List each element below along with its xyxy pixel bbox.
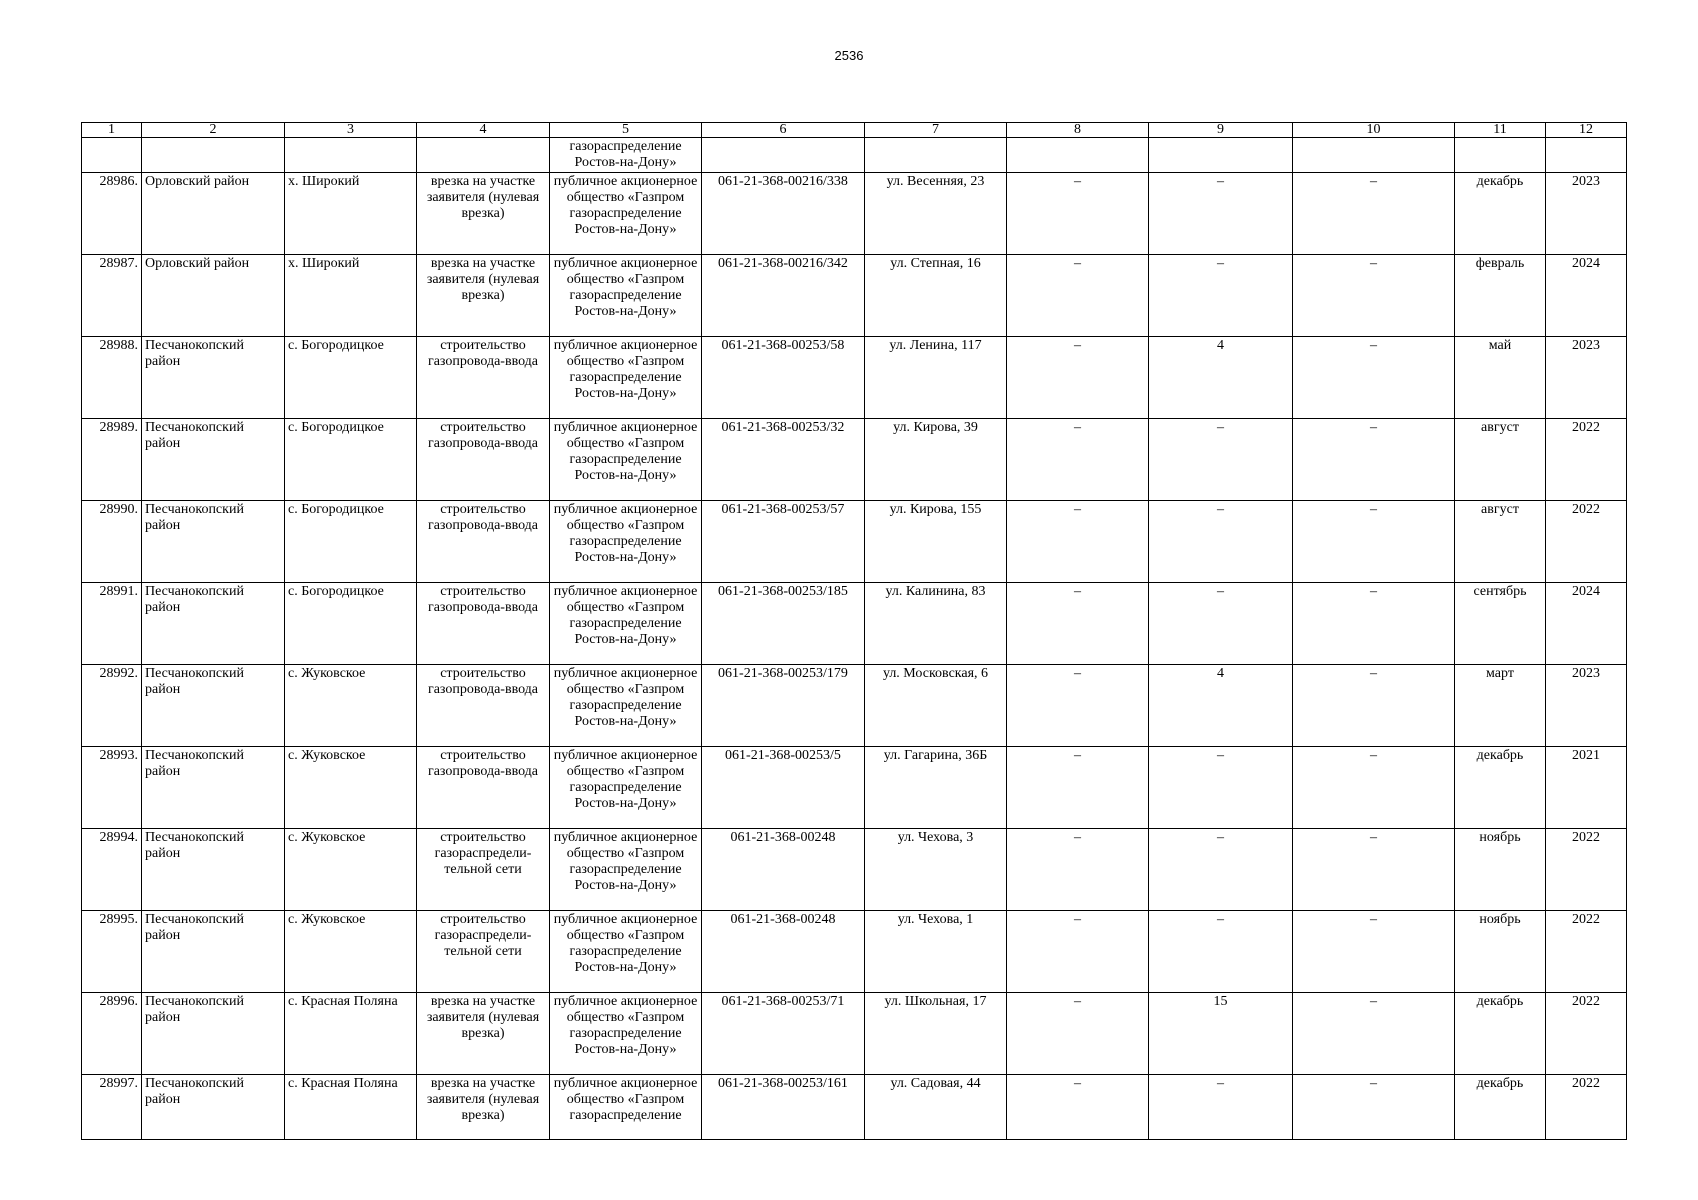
district-cell: Песчанокопский район <box>142 993 285 1075</box>
object-code-cell: 061-21-368-00253/161 <box>702 1075 865 1140</box>
object-code-cell: 061-21-368-00253/5 <box>702 747 865 829</box>
address-cell: ул. Весенняя, 23 <box>865 173 1007 255</box>
col-header: 2 <box>142 123 285 138</box>
work-type-cell: строительство газораспредели-тельной сети <box>417 829 550 911</box>
row-number: 28997. <box>82 1075 142 1140</box>
column-10-cell: – <box>1293 501 1455 583</box>
column-8-cell: – <box>1007 173 1149 255</box>
address-cell: ул. Калинина, 83 <box>865 583 1007 665</box>
object-code-cell: 061-21-368-00248 <box>702 911 865 993</box>
column-10-cell: – <box>1293 337 1455 419</box>
col-header: 10 <box>1293 123 1455 138</box>
column-9-cell: – <box>1149 173 1293 255</box>
month-cell: февраль <box>1455 255 1546 337</box>
settlement-cell: с. Красная Поляна <box>285 1075 417 1140</box>
column-8-cell: – <box>1007 1075 1149 1140</box>
column-8-cell: – <box>1007 829 1149 911</box>
year-cell: 2022 <box>1546 419 1627 501</box>
table-cell <box>285 138 417 173</box>
registry-table <box>81 122 1627 1140</box>
column-10-cell: – <box>1293 829 1455 911</box>
address-cell: ул. Чехова, 1 <box>865 911 1007 993</box>
table-cell <box>1546 138 1627 173</box>
object-code-cell: 061-21-368-00216/338 <box>702 173 865 255</box>
table-cell <box>1293 138 1455 173</box>
settlement-cell: с. Жуковское <box>285 665 417 747</box>
table-cell <box>1149 138 1293 173</box>
table-row <box>82 337 1627 419</box>
address-cell: ул. Школьная, 17 <box>865 993 1007 1075</box>
organization-cell: публичное акционерное общество «Газпром газораспределение Ростов-на-Дону» <box>550 255 702 337</box>
column-8-cell: – <box>1007 911 1149 993</box>
column-8-cell: – <box>1007 583 1149 665</box>
table-cell <box>1007 138 1149 173</box>
year-cell: 2024 <box>1546 255 1627 337</box>
address-cell: ул. Кирова, 155 <box>865 501 1007 583</box>
settlement-cell: с. Богородицкое <box>285 419 417 501</box>
district-cell: Песчанокопский район <box>142 747 285 829</box>
object-code-cell: 061-21-368-00248 <box>702 829 865 911</box>
month-cell: декабрь <box>1455 747 1546 829</box>
year-cell: 2023 <box>1546 665 1627 747</box>
column-10-cell: – <box>1293 419 1455 501</box>
work-type-cell: строительство газопровода-ввода <box>417 337 550 419</box>
organization-cell: публичное акционерное общество «Газпром газораспределение Ростов-на-Дону» <box>550 993 702 1075</box>
settlement-cell: с. Богородицкое <box>285 583 417 665</box>
organization-cell: публичное акционерное общество «Газпром газораспределение Ростов-на-Дону» <box>550 419 702 501</box>
column-8-cell: – <box>1007 665 1149 747</box>
column-10-cell: – <box>1293 255 1455 337</box>
month-cell: ноябрь <box>1455 829 1546 911</box>
table-row <box>82 501 1627 583</box>
address-cell: ул. Московская, 6 <box>865 665 1007 747</box>
settlement-cell: с. Красная Поляна <box>285 993 417 1075</box>
row-number: 28995. <box>82 911 142 993</box>
col-header: 9 <box>1149 123 1293 138</box>
settlement-cell: с. Богородицкое <box>285 337 417 419</box>
column-9-cell: – <box>1149 829 1293 911</box>
work-type-cell: врезка на участке заявителя (нулевая врезка) <box>417 993 550 1075</box>
table-cell <box>702 138 865 173</box>
table-cell <box>865 138 1007 173</box>
page-number: 2536 <box>834 48 864 63</box>
address-cell: ул. Садовая, 44 <box>865 1075 1007 1140</box>
object-code-cell: 061-21-368-00253/32 <box>702 419 865 501</box>
table-cell <box>142 138 285 173</box>
column-10-cell: – <box>1293 993 1455 1075</box>
table-row <box>82 665 1627 747</box>
address-cell: ул. Гагарина, 36Б <box>865 747 1007 829</box>
organization-cell: публичное акционерное общество «Газпром газораспределение Ростов-на-Дону» <box>550 583 702 665</box>
row-number: 28987. <box>82 255 142 337</box>
organization-cell: публичное акционерное общество «Газпром газораспределение Ростов-на-Дону» <box>550 829 702 911</box>
organization-cell: публичное акционерное общество «Газпром газораспределение Ростов-на-Дону» <box>550 665 702 747</box>
column-10-cell: – <box>1293 583 1455 665</box>
settlement-cell: с. Жуковское <box>285 829 417 911</box>
column-8-cell: – <box>1007 747 1149 829</box>
work-type-cell: строительство газопровода-ввода <box>417 665 550 747</box>
organization-cell: публичное акционерное общество «Газпром газораспределение Ростов-на-Дону» <box>550 911 702 993</box>
district-cell: Песчанокопский район <box>142 911 285 993</box>
col-header: 11 <box>1455 123 1546 138</box>
settlement-cell: х. Широкий <box>285 173 417 255</box>
table-row <box>82 747 1627 829</box>
work-type-cell: строительство газопровода-ввода <box>417 419 550 501</box>
work-type-cell: строительство газораспредели-тельной сети <box>417 911 550 993</box>
district-cell: Песчанокопский район <box>142 1075 285 1140</box>
column-9-cell: – <box>1149 911 1293 993</box>
month-cell: март <box>1455 665 1546 747</box>
row-number: 28993. <box>82 747 142 829</box>
column-8-cell: – <box>1007 255 1149 337</box>
column-9-cell: 15 <box>1149 993 1293 1075</box>
organization-cell: публичное акционерное общество «Газпром газораспределение Ростов-на-Дону» <box>550 747 702 829</box>
object-code-cell: 061-21-368-00253/185 <box>702 583 865 665</box>
column-8-cell: – <box>1007 501 1149 583</box>
object-code-cell: 061-21-368-00216/342 <box>702 255 865 337</box>
settlement-cell: с. Богородицкое <box>285 501 417 583</box>
table-row <box>82 829 1627 911</box>
month-cell: декабрь <box>1455 993 1546 1075</box>
month-cell: май <box>1455 337 1546 419</box>
work-type-cell: врезка на участке заявителя (нулевая врезка) <box>417 255 550 337</box>
col-header: 1 <box>82 123 142 138</box>
table-row <box>82 1075 1627 1140</box>
col-header: 4 <box>417 123 550 138</box>
address-cell: ул. Степная, 16 <box>865 255 1007 337</box>
column-9-cell: – <box>1149 255 1293 337</box>
organization-cell: публичное акционерное общество «Газпром газораспределение Ростов-на-Дону» <box>550 173 702 255</box>
column-10-cell: – <box>1293 1075 1455 1140</box>
organization-cell: публичное акционерное общество «Газпром газораспределение Ростов-на-Дону» <box>550 337 702 419</box>
district-cell: Песчанокопский район <box>142 419 285 501</box>
month-cell: август <box>1455 501 1546 583</box>
col-header: 12 <box>1546 123 1627 138</box>
year-cell: 2023 <box>1546 173 1627 255</box>
row-number: 28991. <box>82 583 142 665</box>
row-number: 28992. <box>82 665 142 747</box>
organization-cell: публичное акционерное общество «Газпром газораспределение Ростов-на-Дону» <box>550 501 702 583</box>
column-10-cell: – <box>1293 665 1455 747</box>
row-number: 28986. <box>82 173 142 255</box>
year-cell: 2023 <box>1546 337 1627 419</box>
table-cell <box>82 138 142 173</box>
row-number: 28994. <box>82 829 142 911</box>
column-8-cell: – <box>1007 337 1149 419</box>
year-cell: 2022 <box>1546 993 1627 1075</box>
column-9-cell: 4 <box>1149 337 1293 419</box>
work-type-cell: строительство газопровода-ввода <box>417 747 550 829</box>
work-type-cell: строительство газопровода-ввода <box>417 501 550 583</box>
month-cell: август <box>1455 419 1546 501</box>
row-number: 28989. <box>82 419 142 501</box>
column-9-cell: – <box>1149 501 1293 583</box>
district-cell: Песчанокопский район <box>142 829 285 911</box>
district-cell: Песчанокопский район <box>142 665 285 747</box>
month-cell: ноябрь <box>1455 911 1546 993</box>
table-cell: газораспределение Ростов-на-Дону» <box>550 138 702 173</box>
column-9-cell: 4 <box>1149 665 1293 747</box>
settlement-cell: с. Жуковское <box>285 911 417 993</box>
settlement-cell: с. Жуковское <box>285 747 417 829</box>
row-number: 28996. <box>82 993 142 1075</box>
col-header: 3 <box>285 123 417 138</box>
district-cell: Песчанокопский район <box>142 583 285 665</box>
table-row <box>82 419 1627 501</box>
continuation-row <box>82 138 1627 173</box>
column-number-header <box>82 123 1627 138</box>
column-10-cell: – <box>1293 173 1455 255</box>
settlement-cell: х. Широкий <box>285 255 417 337</box>
work-type-cell: врезка на участке заявителя (нулевая врезка) <box>417 1075 550 1140</box>
month-cell: декабрь <box>1455 1075 1546 1140</box>
column-9-cell: – <box>1149 747 1293 829</box>
table-cell <box>417 138 550 173</box>
col-header: 8 <box>1007 123 1149 138</box>
object-code-cell: 061-21-368-00253/71 <box>702 993 865 1075</box>
column-10-cell: – <box>1293 911 1455 993</box>
address-cell: ул. Чехова, 3 <box>865 829 1007 911</box>
column-9-cell: – <box>1149 583 1293 665</box>
column-8-cell: – <box>1007 993 1149 1075</box>
month-cell: декабрь <box>1455 173 1546 255</box>
district-cell: Орловский район <box>142 173 285 255</box>
district-cell: Орловский район <box>142 255 285 337</box>
col-header: 6 <box>702 123 865 138</box>
object-code-cell: 061-21-368-00253/179 <box>702 665 865 747</box>
column-9-cell: – <box>1149 419 1293 501</box>
row-number: 28990. <box>82 501 142 583</box>
table-cell <box>1455 138 1546 173</box>
col-header: 5 <box>550 123 702 138</box>
district-cell: Песчанокопский район <box>142 337 285 419</box>
object-code-cell: 061-21-368-00253/57 <box>702 501 865 583</box>
col-header: 7 <box>865 123 1007 138</box>
object-code-cell: 061-21-368-00253/58 <box>702 337 865 419</box>
table-row <box>82 255 1627 337</box>
year-cell: 2021 <box>1546 747 1627 829</box>
year-cell: 2022 <box>1546 911 1627 993</box>
table-row <box>82 173 1627 255</box>
column-9-cell: – <box>1149 1075 1293 1140</box>
year-cell: 2022 <box>1546 501 1627 583</box>
column-8-cell: – <box>1007 419 1149 501</box>
month-cell: сентябрь <box>1455 583 1546 665</box>
row-number: 28988. <box>82 337 142 419</box>
year-cell: 2024 <box>1546 583 1627 665</box>
address-cell: ул. Ленина, 117 <box>865 337 1007 419</box>
table-row <box>82 993 1627 1075</box>
organization-cell: публичное акционерное общество «Газпром газораспределение <box>550 1075 702 1140</box>
table-row <box>82 583 1627 665</box>
work-type-cell: строительство газопровода-ввода <box>417 583 550 665</box>
table-row <box>82 911 1627 993</box>
district-cell: Песчанокопский район <box>142 501 285 583</box>
column-10-cell: – <box>1293 747 1455 829</box>
work-type-cell: врезка на участке заявителя (нулевая врезка) <box>417 173 550 255</box>
year-cell: 2022 <box>1546 829 1627 911</box>
year-cell: 2022 <box>1546 1075 1627 1140</box>
address-cell: ул. Кирова, 39 <box>865 419 1007 501</box>
